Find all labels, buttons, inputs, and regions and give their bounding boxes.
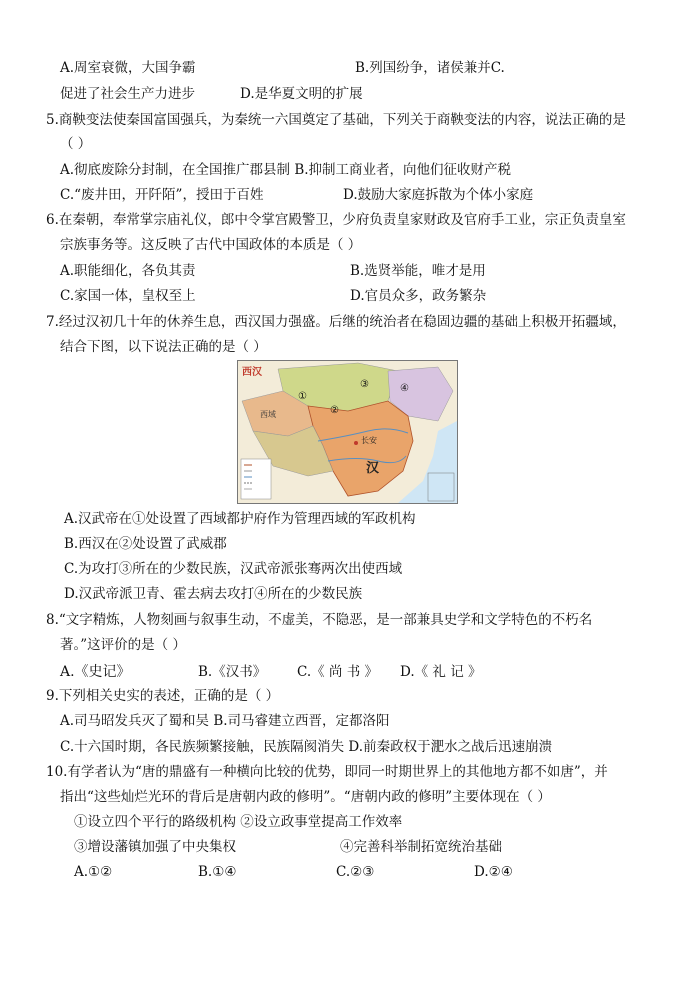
q10-option-b: B.①④ <box>198 864 237 880</box>
q8-option-b: B.《汉书》 <box>198 664 267 680</box>
q7-option-c: C.为攻打③所在的少数民族，汉武帝派张骞两次出使西域 <box>64 561 403 577</box>
q8-stem: 8.“文字精炼，人物刻画与叙事生动，不虚美，不隐恶，是一部兼具史学和文学特色的不朽名 <box>46 612 593 628</box>
q10-item-4: ④完善科举制拓宽统治基础 <box>340 839 502 855</box>
map-label-han: 汉 <box>366 461 380 476</box>
q10-stem-2: 指出“这些灿烂光环的背后是唐朝内政的修明”。“唐朝内政的修明”主要体现在（ ） <box>60 789 551 805</box>
q7-stem-2: 结合下图，以下说法正确的是（ ） <box>60 339 267 355</box>
q7-option-d: D.汉武帝派卫青、霍去病去攻打④所在的少数民族 <box>64 586 363 602</box>
map-mark-3: ③ <box>360 379 369 390</box>
q8-option-a: A.《史记》 <box>60 664 131 680</box>
q4-option-d: D.是华夏文明的扩展 <box>240 86 363 102</box>
map-mark-4: ④ <box>400 383 409 394</box>
q6-option-a: A.职能细化，各负其责 <box>60 263 196 279</box>
q10-option-d: D.②④ <box>474 864 513 880</box>
q5-option-d: D.鼓励大家庭拆散为个体小家庭 <box>343 187 534 203</box>
q7-option-b: B.西汉在②处设置了武威郡 <box>64 536 227 552</box>
q4-option-a: A.周室衰微，大国争霸 <box>60 60 196 76</box>
q7-stem: 7.经过汉初几十年的休养生息，西汉国力强盛。后继的统治者在稳固边疆的基础上积极开拓疆域， <box>46 314 626 330</box>
q10-item-3: ③增设藩镇加强了中央集权 <box>74 839 236 855</box>
q9-stem: 9.下列相关史实的表述，正确的是（ ） <box>46 688 280 704</box>
q10-items-12: ①设立四个平行的路级机构 ②设立政事堂提高工作效率 <box>74 814 403 830</box>
q10-option-a: A.①② <box>74 864 113 880</box>
map-title: 西汉 <box>242 367 262 378</box>
map-label-xiyu: 西域 <box>260 410 276 419</box>
q4-option-b: B.列国纷争，诸侯兼并C. <box>355 60 505 76</box>
q7-option-a: A.汉武帝在①处设置了西域都护府作为管理西域的军政机构 <box>64 511 416 527</box>
q5-option-c: C.“废井田，开阡陌”，授田于百姓 <box>60 187 264 203</box>
map-label-changan: 长安 <box>361 436 377 445</box>
q10-option-c: C.②③ <box>336 864 375 880</box>
q6-option-c: C.家国一体，皇权至上 <box>60 288 196 304</box>
q8-option-d: D.《 礼 记 》 <box>400 664 482 680</box>
western-han-map <box>237 360 458 504</box>
q6-option-d: D.官员众多，政务繁杂 <box>350 288 487 304</box>
q6-stem: 6.在秦朝，奉常掌宗庙礼仪，郎中令掌宫殿警卫，少府负责皇家财政及官府手工业，宗正负责皇室 <box>46 212 626 228</box>
q5-stem-paren: （ ） <box>60 136 92 152</box>
q5-options-ab: A.彻底废除分封制，在全国推广郡县制 B.抑制工商业者，向他们征收财产税 <box>60 162 512 178</box>
map-mark-1: ① <box>298 391 307 402</box>
q5-stem: 5.商鞅变法使秦国富国强兵，为秦统一六国奠定了基础，下列关于商鞅变法的内容，说法正确的是 <box>46 112 626 128</box>
map-mark-2: ② <box>330 405 339 416</box>
q9-options-cd: C.十六国时期，各民族频繁接触，民族隔阂消失 D.前秦政权于淝水之战后迅速崩溃 <box>60 739 553 755</box>
q8-option-c: C.《 尚 书 》 <box>297 664 379 680</box>
q6-option-b: B.选贤举能，唯才是用 <box>350 263 486 279</box>
q6-stem-2: 宗族事务等。这反映了古代中国政体的本质是（ ） <box>60 237 362 253</box>
q8-stem-2: 著。”这评价的是（ ） <box>60 637 186 653</box>
q4-option-c: 促进了社会生产力进步 <box>60 86 195 102</box>
q9-options-ab: A.司马昭发兵灭了蜀和吴 B.司马睿建立西晋，定都洛阳 <box>60 713 390 729</box>
q10-stem: 10.有学者认为“唐的鼎盛有一种横向比较的优势，即同一时期世界上的其他地方都不如唐”，并 <box>46 764 608 780</box>
